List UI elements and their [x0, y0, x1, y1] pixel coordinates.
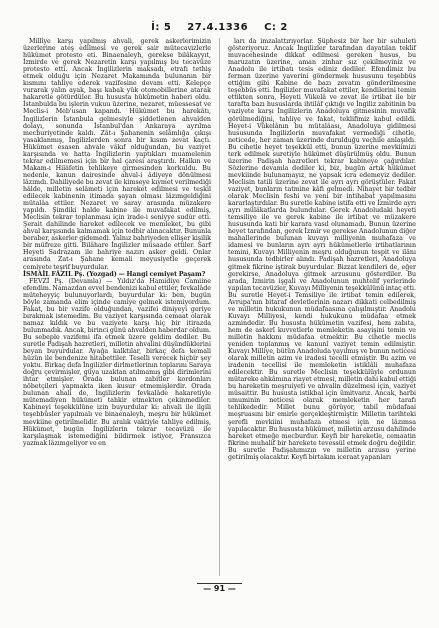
- issue-date: 27.4.1336: [187, 22, 249, 33]
- issue-number: İ: 5: [151, 22, 172, 33]
- paragraph: Millîye karşı yapılmış ahvali, gerek askerlerimizin üzerlerine ateş edilmesi ve gerek sair mütecavizlerle hükûmet protesto eti. Binaenaleyh, gerekse bilâkayyıt, İzmirde ve gerek Nezaretin karşı yapılmış bu tecavüze protesto etti. Ancak İngilizlerin maksadı, etrafı tethiş etmek olduğu için Nezaret Makamında bulunanın bir kısmını tahliye ederek vazifesine devam etti. Kelepçe vurarak yalın ayak, başı kabak yük otomobillerine atarak hakaretle götürdüler. Bu hususta hükûmetin haberi oldu. İstanbulda bu işlerin vukuu üzerine, nezaret, müessesat ve Meclis-i Meb'usan kapandı. Hükûmet bu harekâtı, İngilizlerin İstanbula gelmesiyle şiddetlenen ahvalden dolayı, sonunda İstanbul'dan Ankaraya ayrılma mecburiyetinde kaldı. Zât-ı Şahanenin selâmlığa çıkışı yasaklanmış, İngilizlerden sonra bir kısım zevat kaçtı. Hükûmet esasen ahvale vâkıf olduğundan, bu vaziyet karşısında ve hatta İngilizlerin yaptıkları muamelenin tekrar edilmemesi için bir hal çaresi araştırdı. Halkın ve Makam-ı Hilâfetin tehlikeye girmesinden korkuldu. Bu nedenle, kanun dairesinde ahval-i âdiyeye dönülmesi lâzımdı. Dahiliyede bu zevat ile kimseye kıymet verilmediği hâlde, milletin selâmeti için hareket edilmesi ve teşkil edilecek kabinenin itimada şayan olması lâzımgeldiğini mütalâa ettiler. Nezaret ve saray arasında müzakere yapıldı. Şimdiki halde kabine ile muvafakat edilmiş, Meclisin tekrar toplanması için irade-i seniyye sudûr etti. Şerait dahilinde hareket edilecek ve memleket, bu gibi ahval karşısında kalmamak için tedbir alınacaktır. Bununla beraber, askerler gidemedi. Yalnız bahriyeden ellişer kişilik bir müfreze gitti. Bilâhare İngilizler müsaade ettiler. Sarf Heyeti Sadrazam ile bahriye nazırı asker geldi. Onlar arasında Zat-ı Şahane kemali meyusiyetle geçerek cemiyete teşrif buyurdular.: [23, 38, 211, 271]
- speaker-paragraph: İSMAİL FÂZIL Pş. (Yozgad) — Hangi cemiyet Paşam?: [23, 270, 206, 278]
- column-divider: [219, 38, 220, 576]
- page-footer: [0, 583, 439, 593]
- page-number: — 91 —: [197, 583, 242, 593]
- volume-number: C: 2: [264, 22, 288, 33]
- paragraph: FEVZİ Pş. (Devamla) — Yıldız'da Hamidiye Camiine efendim. Namazdan evvel bendenizi kabul ettiler, fevkalâde müteheyyiç bulunuyorlardı, buyurdular ki: ben, bugün böyle zamanda elim içinde camiye gelmek istemiyordum. Fakat, bu bir vazife olduğundan, vazifei diniyeyi geriye bırakmak istemedim. Bu vaziyet karşısında cemaat olarak namaz kıldık ve bu vaziyete karşı hiç bir itirazda bulunmadık. Ancak, birinci günü ahvalden haberdar oldum. Bu sebeple vazifemi ifa etmek üzere geldim dediler. Bu suretle Padişah hazretleri, milletin ahvalini düşündüklerini beyan buyurdular. Ayağa kalktılar, birkaç defa kemali hüzün ile bendenize hitabettiler. Teselli verecek hiçbir şey yoktu. Birkaç defa İngilizler dirlmetlerinın toplarını Saraya doğru çevirmişler, güya uzaktan atılmamış gibi dirimlerini ihtar etmişler. Orada bulunan zabitler kordonları nöbetçileri yapmakta iken kusur etmemişlerdir. Orada bulunan ahali de, İngilizlerin fevkalâde hakaretiyle mütemadiyen hükûmeti tahkir etmekten çekinmediler. Kabineyi teşekkülüne izin buyurdular ki: ahvali ile ilgili teşebbüsler yapılmalı ve binaenaleyh, meşru bir hükûmet mevkiine getirilmelidir. Bu aralık vaktiyle tahliye edilmiş, Hükûmet, bugün İngilizlerin tekrar tecavüzü ile karşılaşmak istemediğini bildirmek istiyor, Fransızca yazmak lâzımgeliyor ve en: [23, 277, 211, 447]
- page-header: [0, 22, 439, 33]
- left-column: [23, 38, 211, 447]
- right-column: [228, 38, 416, 461]
- paragraph: ları da imzalattırıyorlar. Şüphesiz bir her bir suhuleti gösteriyoruz. Ancak İngilizler tarafından dayatılan teklif muvacehesinde dikkat edilmesi gereken husus, bu maruzatın üzerine, aman zinhar sız çekilmeyiniz ve Anadolu ile irtibatı tesis ediniz dediler. Efendimiz bu ferman üzerine yaverini göndermek hususunu teşebbüs ettiğim gibi Kabine de bazı zevatın gönderilmesine teşebbüs etti. İngilizler muvafakat ettiler, kendilerini temin ettikten sonra, Heyeti Vükelâ ve zevat ile irtibat ile bir tarafta bazı hususlarda ihtilâf çıktığı ve İngiliz zabitinin bu vaziyete karşı İngilizlerin Anadoluya gitmesinin muvafık görülmediğini, tahliye ve fakat, teklifimiz kabul edildi. Heyet-i Vükelânın bu mütalâası, Anadoluya gidilmesi hususunda İngilizlerin muvafakat vermediği cihetle, neticede, her zaman üzerinde durulduğu veçhile anlaşıldı. Bu cihetle heyet teşekkül etti, bunun üzerine mevkiimizi terk edilmek suretiyle hükûmet düşürülmüş oldu. Bunun üzerine Padişah hazretleri tekrar kabineye çağırdılar. Sözlerine devamla dediler ki, biz, bugün artık hükûmet mevkiinde bulunamayız, ne yapsak icra edemeyiz dediler. Meclisin tatili üzerine zevat ile ayrı ayrı görüştüler. Fakat vaziyet, bunların tatmine kâfi gelmedi. Nihayet bir tedbir olarak Meclisin feshi ve yeni bir intihabat yapılmasını kararlaştırdılar. Bu suretle kabine istifa etti ve İzmirde ayrı ayrı mülâkatlarda bulundular. Gerek Anadoludaki heyeti temsiliye ile ve gerek kabine ile irtibat ve müzakere hususunda kati bir karara vasıl olunamadı. Bunun üzerine heyet tarafından, gerek İzmir ve gerekse Anadolunun diğer mahallerinde bulunan kuvayı milliyenin muhafaza ve idamesi ve bunların ayrı ayrı hükûmetlerle irtibatlarının temini, Kuvayı Milliyenin meşru olduğunun tespit ve ilânı hususunda tedbirler alındı. Padişah hazretleri, Anadoluya gitmek fikrine iştirak buyurdular. Bizzat kendileri de, eğer gerekirse, Anadoluya gitmek arzusunu gösterdiler. Bu arada, İzmirin işgali ve Anadolunun muhtelif yerlerinde yapılan tecavüzler, Kuvayı Milliyenin teşekkülünü intaç etti. Bu suretle Heyet-i Temsiliye ile irtibat temin edilerek, Avrupa'nın bitaraf devletlerinin nazarı dikkati celbedilmiş ve milletin hukukunun müdafaasına çalışılmıştır. Anadolu Kuvayı Milliyesi, kendi hukukunu müdafaa etmek azmindedir. Bu hususta hükûmetin vazifesi, hem zabıta, hem de askerî kuvvetlerle memleketin asayişini temin ve milletin hakkını müdafaa etmektir. Bu cihetle meclis yeniden toplanmış ve kanunî vaziyet temin edilmiştir. Kuvayı Milliye, bütün Anadoluda yayılmış ve bunun neticesi olarak milletin azim ve iradesi tecelli etmiştir. Bu azim ve iradenin tecellisi ile memleketin istiklâli muhafaza edilecektir. Bu suretle Meclisin teşekkülüyle ordunun mütareke ahkâmına riayet etmesi, milletin dahi kabul ettiği bu hareketin meşruiyeti ve ahvalin düzelmesi için, vaziyet müsaittir. Bu hususta istikbal için ümitvarız. Ancak, harbi umuminin neticesi olarak memleketin her tarafı tehlikededir. Millet bunu görüyor, tabiî müdafaai meşruasını bir emirle gerçekleştirmiştir. Milletin tarihteki şerefli mevkiini muhafaza etmesi için ne lâzımsa yapılacaktır. Bu hususta hükûmet, milletin arzusu dahilinde hareket etmeğe mecburdur. Keyfi bir hareketle, cemaatin fikrine muhalif bir harekete tevessül etmek doğru değildir. Bu suretle Padişahımızın ve milletin arzusu yerine getirilmiş olacaktır. Keyfi birtakım iceraat yapanları: [228, 38, 416, 461]
